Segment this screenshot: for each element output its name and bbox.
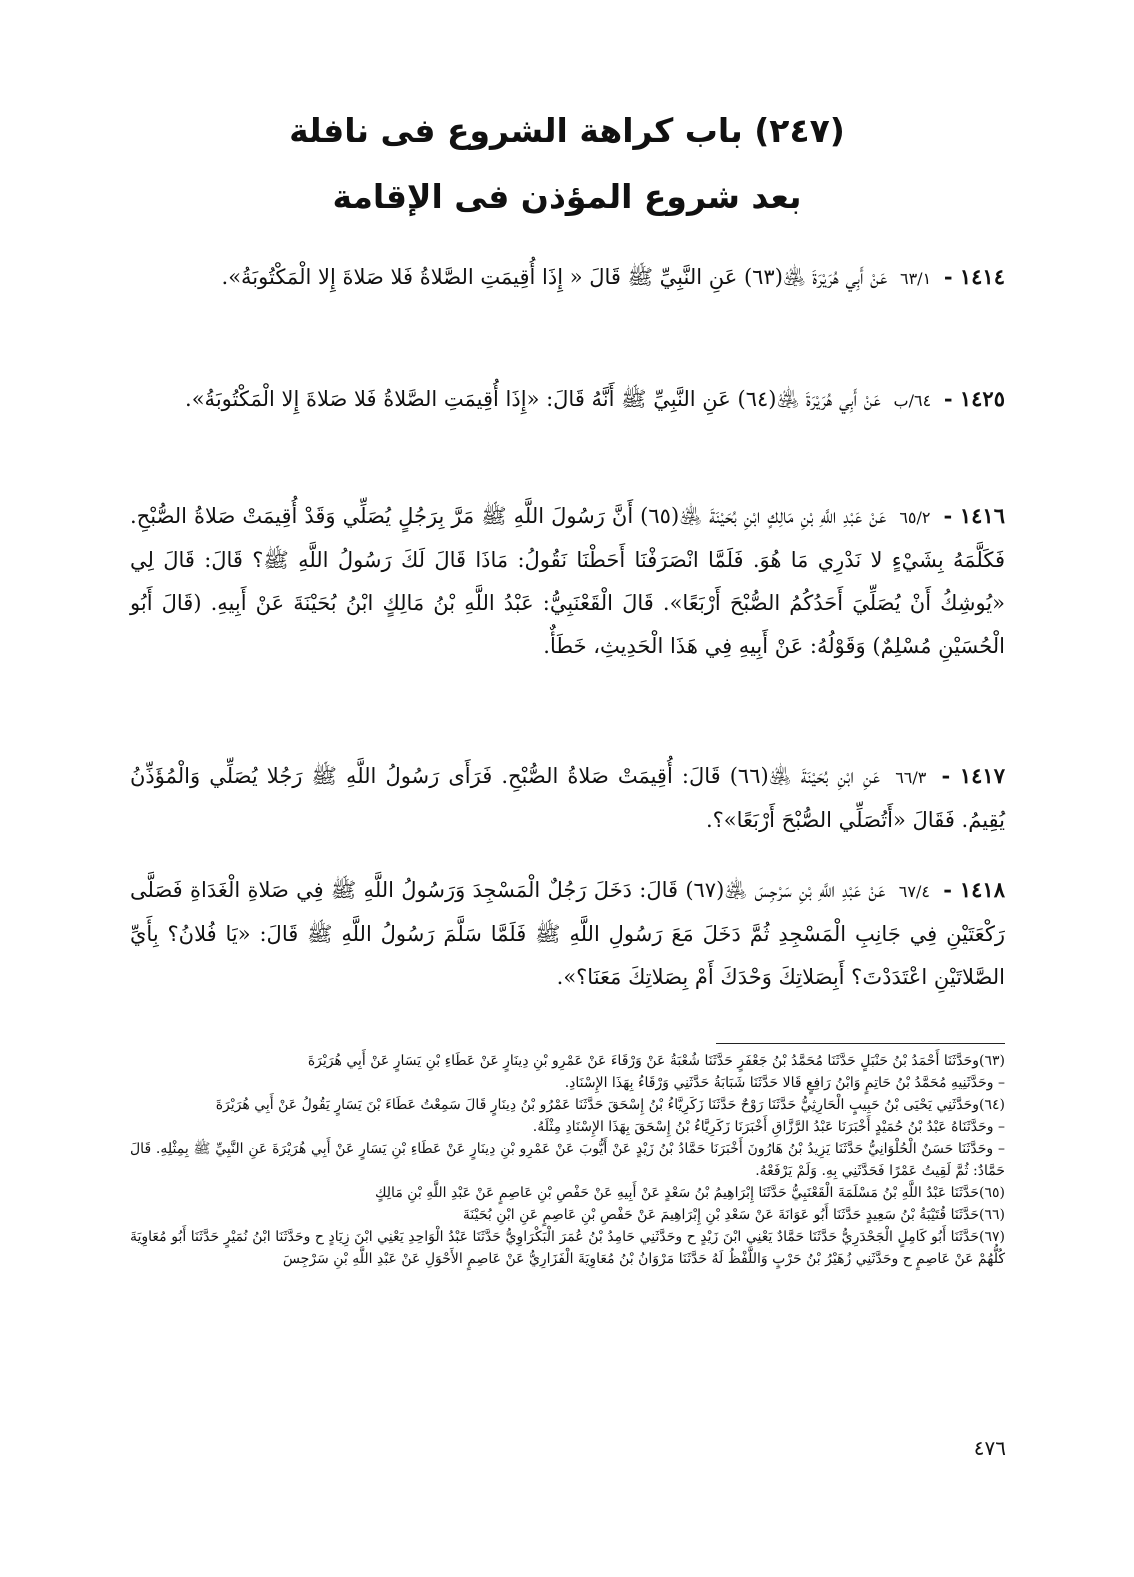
hadith-1416 bbox=[130, 494, 1005, 668]
hadith-text: عَنِ ابْنِ بُحَيْنَةَ ﵁(٦٦) قَالَ: أُقِيمَتْ صَلاةُ الصُّبْحِ. فَرَأَى رَسُولُ اللَّهِ ﷺ رَجُلا يُصَلِّي وَالْمُؤَذِّنُ يُقِيمُ. فَقَالَ «أَتُصَلِّي الصُّبْحَ أَرْبَعًا»؟. bbox=[130, 764, 1005, 832]
chapter-title bbox=[120, 98, 1014, 230]
footnote-63-variant: – وحَدَّثَنِيهِ مُحَمَّدُ بْنُ حَاتِمٍ وَابْنُ رَافِعٍ قَالا حَدَّثَنَا شَبَابَةُ حَدَّثَنِي وَرْقَاءُ بِهَذَا الإِسْنَادِ. bbox=[564, 1075, 1005, 1091]
chapter-title-line-2: بعد شروع المؤذن فى الإقامة bbox=[332, 177, 802, 216]
page-number: ٤٧٦ bbox=[973, 1436, 1006, 1460]
hadith-1414 bbox=[130, 255, 1005, 300]
hadith-number: ١٤١٦ - bbox=[943, 503, 1005, 528]
footnote-64: (٦٤)وحَدَّثَنِي يَحْيَى بْنُ حَبِيبٍ الْحَارِثِيُّ حَدَّثَنَا رَوْحٌ حَدَّثَنَا زَكَرِيَّاءُ بْنُ إِسْحَقَ حَدَّثَنَا عَمْرُو بْنُ دِينَارٍ قَالَ سَمِعْتُ عَطَاءَ بْنَ يَسَارٍ يَقُولُ عَنْ أَبِي هُرَيْرَةَ bbox=[215, 1097, 1005, 1113]
hadith-reference: ٦٥/٢ bbox=[899, 508, 931, 527]
footnote-divider bbox=[716, 1043, 1005, 1044]
hadith-1425 bbox=[130, 377, 1005, 422]
hadith-number: ١٤١٨ - bbox=[943, 877, 1005, 902]
hadith-reference: ٦٤/ب bbox=[893, 391, 932, 410]
footnote-64-variant-2: – وحَدَّثَنَا حَسَنٌ الْحُلْوَانِيُّ حَدَّثَنَا يَزِيدُ بْنُ هَارُونَ أَخْبَرَنَا حَمَّادُ بْنُ زَيْدٍ عَنْ أَيُّوبَ عَنْ عَمْرِو بْنِ دِينَارٍ عَنْ عَطَاءِ بْنِ يَسَارٍ عَنْ أَبِي هُرَيْرَةَ عَنِ النَّبِيِّ ﷺ بِمِثْلِهِ. قَالَ حَمَّادٌ: ثُمَّ لَقِيتُ عَمْرًا فَحَدَّثَنِي بِهِ. وَلَمْ يَرْفَعْهُ. bbox=[130, 1141, 1005, 1179]
hadith-reference: ٦٧/٤ bbox=[898, 882, 930, 901]
footnote-67: (٦٧)حَدَّثَنَا أَبُو كَامِلٍ الْجَحْدَرِيُّ حَدَّثَنَا حَمَّادٌ يَعْنِي ابْنَ زَيْدٍ ح وحَدَّثَنِي حَامِدُ بْنُ عُمَرَ الْبَكْرَاوِيُّ حَدَّثَنَا عَبْدُ الْوَاحِدِ يَعْنِي ابْنَ زِيَادٍ ح وحَدَّثَنَا ابْنُ نُمَيْرٍ حَدَّثَنَا أَبُو مُعَاوِيَةَ كُلُّهُمْ عَنْ عَاصِمٍ ح وحَدَّثَنِي زُهَيْرُ بْنُ حَرْبٍ وَاللَّفْظُ لَهُ حَدَّثَنَا مَرْوَانُ بْنُ مُعَاوِيَةَ الْفَزَارِيُّ عَنْ عَاصِمٍ الأَحْوَلِ عَنْ عَبْدِ اللَّهِ بْنِ سَرْجِسَ bbox=[130, 1229, 1005, 1267]
hadith-number: ١٤١٤ - bbox=[943, 264, 1005, 289]
hadith-number: ١٤٢٥ - bbox=[943, 386, 1005, 411]
hadith-text: عَنْ عَبْدِ اللَّهِ بْنِ سَرْجِسَ ﵁(٦٧) قَالَ: دَخَلَ رَجُلٌ الْمَسْجِدَ وَرَسُولُ اللَّهِ ﷺ فِي صَلاةِ الْغَدَاةِ فَصَلَّى رَكْعَتَيْنِ فِي جَانِبِ الْمَسْجِدِ ثُمَّ دَخَلَ مَعَ رَسُولِ اللَّهِ ﷺ فَلَمَّا سَلَّمَ رَسُولُ اللَّهِ ﷺ قَالَ: «يَا فُلانُ؟ بِأَيِّ الصَّلاتَيْنِ اعْتَدَدْتَ؟ أَبِصَلاتِكَ وَحْدَكَ أَمْ بِصَلاتِكَ مَعَنَا؟». bbox=[130, 878, 1005, 989]
footnote-64-variant-1: – وحَدَّثَنَاهُ عَبْدُ بْنُ حُمَيْدٍ أَخْبَرَنَا عَبْدُ الرَّزَّاقِ أَخْبَرَنَا زَكَرِيَّاءُ بْنُ إِسْحَقَ بِهَذَا الإِسْنَادِ مِثْلَهُ. bbox=[532, 1119, 1005, 1135]
hadith-1417 bbox=[130, 754, 1005, 842]
footnote-66: (٦٦)حَدَّثَنَا قُتَيْبَةُ بْنُ سَعِيدٍ حَدَّثَنَا أَبُو عَوَانَةَ عَنْ سَعْدِ بْنِ إِبْرَاهِيمَ عَنْ حَفْصِ بْنِ عَاصِمٍ عَنِ ابْنِ بُحَيْنَةَ bbox=[462, 1207, 1005, 1223]
hadith-text: عَنْ أَبِي هُرَيْرَةَ ﵁(٦٣) عَنِ النَّبِيِّ ﷺ قَالَ « إِذَا أُقِيمَتِ الصَّلاةُ فَلا صَلاةَ إِلا الْمَكْتُوبَةُ». bbox=[221, 265, 888, 289]
hadith-text: عَنْ عَبْدِ اللَّهِ بْنِ مَالِكٍ ابْنِ بُحَيْنَةَ ﵁(٦٥) أَنَّ رَسُولَ اللَّهِ ﷺ مَرَّ بِرَجُلٍ يُصَلِّي وَقَدْ أُقِيمَتْ صَلاةُ الصُّبْحِ. فَكَلَّمَهُ بِشَيْءٍ لا نَدْرِي مَا هُوَ. فَلَمَّا انْصَرَفْنَا أَحَطْنَا نَقُولُ: مَاذَا قَالَ لَكَ رَسُولُ اللَّهِ ﷺ؟ قَالَ: قَالَ لِي «يُوشِكُ أَنْ يُصَلِّيَ أَحَدُكُمُ الصُّبْحَ أَرْبَعًا». قَالَ الْقَعْنَبِيُّ: عَبْدُ اللَّهِ بْنُ مَالِكٍ ابْنُ بُحَيْنَةَ عَنْ أَبِيهِ. (قَالَ أَبُو الْحُسَيْنِ مُسْلِمٌ) وَقَوْلُهُ: عَنْ أَبِيهِ فِي هَذَا الْحَدِيثِ، خَطَأٌ. bbox=[130, 504, 1005, 658]
hadith-1418 bbox=[130, 868, 1005, 999]
footnote-63: (٦٣)وحَدَّثَنَا أَحْمَدُ بْنُ حَنْبَلٍ حَدَّثَنَا مُحَمَّدُ بْنُ جَعْفَرٍ حَدَّثَنَا شُعْبَةُ عَنْ وَرْقَاءَ عَنْ عَمْرِو بْنِ دِينَارٍ عَنْ عَطَاءِ بْنِ يَسَارٍ عَنْ أَبِي هُرَيْرَةَ bbox=[307, 1053, 1005, 1069]
chapter-title-line-1: (٢٤٧) باب كراهة الشروع فى نافلة bbox=[289, 111, 845, 150]
footnotes bbox=[130, 1050, 1005, 1270]
hadith-number: ١٤١٧ - bbox=[941, 763, 1005, 788]
footnote-65: (٦٥)حَدَّثَنَا عَبْدُ اللَّهِ بْنُ مَسْلَمَةَ الْقَعْنَبِيُّ حَدَّثَنَا إِبْرَاهِيمُ بْنُ سَعْدٍ عَنْ أَبِيهِ عَنْ حَفْصِ بْنِ عَاصِمٍ عَنْ عَبْدِ اللَّهِ بْنِ مَالِكٍ bbox=[374, 1185, 1005, 1201]
hadith-reference: ٦٣/١ bbox=[899, 269, 932, 288]
hadith-text: عَنْ أَبِي هُرَيْرَةَ ﵁(٦٤) عَنِ النَّبِيِّ ﷺ أَنَّهُ قَالَ: «إِذَا أُقِيمَتِ الصَّلاةُ فَلا صَلاةَ إِلا الْمَكْتُوبَةُ». bbox=[185, 387, 881, 411]
hadith-reference: ٦٦/٣ bbox=[895, 768, 927, 787]
